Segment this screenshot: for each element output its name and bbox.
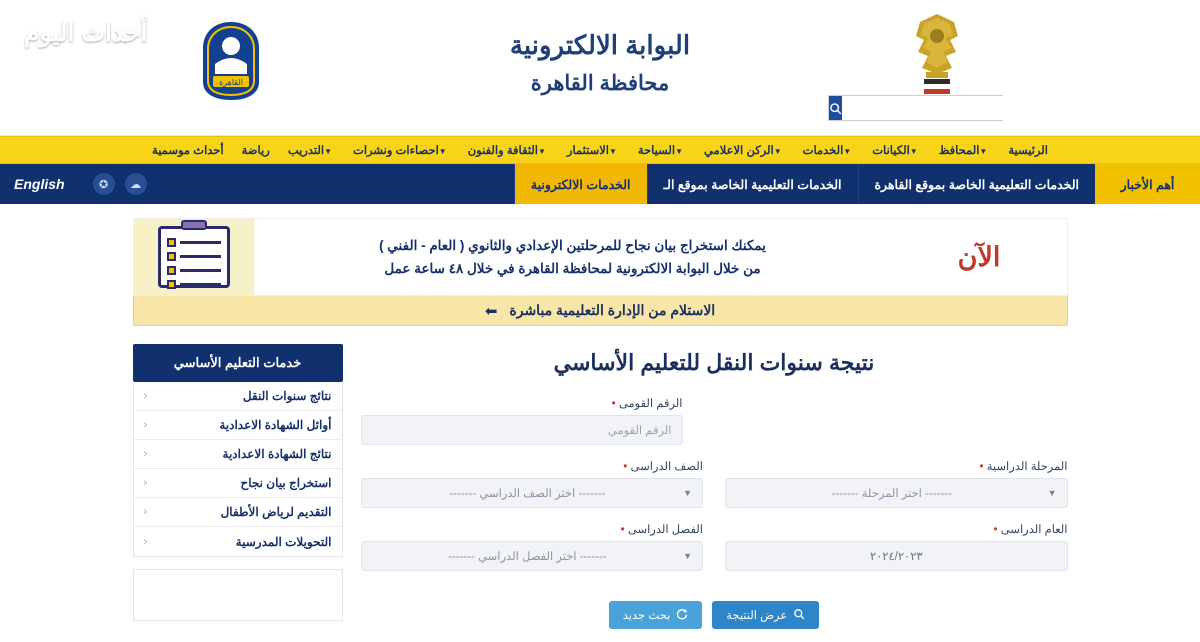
required-marker: • xyxy=(993,524,1001,536)
search-bar[interactable] xyxy=(828,95,1003,121)
menu-item-4[interactable] xyxy=(695,143,794,157)
transfer-result-form xyxy=(361,396,1068,629)
menu-item-label: احصاءات ونشرات xyxy=(353,145,439,157)
required-marker: • xyxy=(611,398,619,410)
chevron-down-icon: ▼ xyxy=(1047,488,1057,498)
language-toggle-english[interactable]: English xyxy=(14,176,65,192)
show-result-label: عرض النتيجة xyxy=(726,610,788,622)
academic-year-value: ٢٠٢٤/٢٠٢٣ xyxy=(869,551,923,563)
label-stage xyxy=(725,459,1068,473)
sidebar-secondary-panel xyxy=(133,569,343,621)
search-icon[interactable] xyxy=(829,96,842,120)
chevron-down-icon: ▼ xyxy=(608,147,617,156)
menu-item-0[interactable] xyxy=(999,143,1057,157)
site-header xyxy=(0,0,1200,136)
egypt-eagle-emblem-icon xyxy=(906,10,968,96)
field-academic-year xyxy=(725,522,1068,571)
sidebar xyxy=(133,344,343,629)
sidebar-item-success-statement[interactable] xyxy=(134,469,342,498)
label-text: الرقم القومى xyxy=(618,398,683,410)
cairo-governorate-logo-icon xyxy=(195,20,267,102)
banner-text xyxy=(254,219,892,295)
label-grade xyxy=(361,459,704,473)
menu-item-1[interactable] xyxy=(930,143,1000,157)
search-input[interactable] xyxy=(842,96,1009,120)
sidebar-heading: خدمات التعليم الأساسي xyxy=(133,344,343,382)
grade-select[interactable] xyxy=(361,478,704,508)
nav-top-news-button[interactable]: أهم الأخبار xyxy=(1095,164,1200,204)
menu-item-6[interactable] xyxy=(558,143,629,157)
page-body xyxy=(0,218,1200,642)
banner-line-2: من خلال البوابة الالكترونية لمحافظة القاهرة في خلال ٤٨ ساعة عمل xyxy=(384,260,761,276)
national-id-input[interactable] xyxy=(361,415,683,445)
label-term xyxy=(361,522,704,536)
nav-icon-group xyxy=(79,164,161,204)
site-title xyxy=(470,30,730,96)
academic-year-input[interactable] xyxy=(725,541,1068,571)
chevron-down-icon: ▼ xyxy=(538,147,546,156)
main-menu-bar xyxy=(0,136,1200,164)
cloud-icon[interactable]: ☁ xyxy=(125,173,147,195)
chevron-down-icon: ▼ xyxy=(979,147,988,156)
chevron-down-icon: ▼ xyxy=(438,147,447,156)
chevron-left-icon: ‹ xyxy=(143,390,148,402)
menu-item-3[interactable] xyxy=(794,143,864,157)
required-marker: • xyxy=(620,524,628,536)
menu-item-2[interactable] xyxy=(863,143,929,157)
chevron-down-icon: ▼ xyxy=(843,147,852,156)
site-title-line1: البوابة الالكترونية xyxy=(509,30,691,60)
chevron-down-icon: ▼ xyxy=(675,147,684,156)
page-title: نتيجة سنوات النقل للتعليم الأساسي xyxy=(553,350,875,375)
label-academic-year xyxy=(725,522,1068,536)
menu-item-label: الرئيسية xyxy=(1008,145,1048,157)
refresh-icon xyxy=(676,608,688,623)
required-marker: • xyxy=(623,461,631,473)
nav-spacer xyxy=(161,164,514,204)
term-select[interactable] xyxy=(361,541,704,571)
form-buttons xyxy=(361,601,1068,629)
chevron-down-icon: ▼ xyxy=(773,147,782,156)
chevron-down-icon: ▼ xyxy=(324,147,332,156)
label-text: الصف الدراسى xyxy=(630,461,703,473)
secondary-nav-bar xyxy=(0,164,1200,204)
menu-item-5[interactable] xyxy=(629,143,695,157)
content-container xyxy=(133,218,1068,629)
form-column xyxy=(361,344,1068,629)
label-text: العام الدراسى xyxy=(1000,524,1068,536)
label-text: المرحلة الدراسية xyxy=(986,461,1068,473)
form-row-grade-stage xyxy=(361,459,1068,508)
new-search-button[interactable] xyxy=(609,601,703,629)
sidebar-item-school-transfers[interactable] xyxy=(134,527,342,556)
arrow-left-icon: ⬅ xyxy=(484,302,498,320)
sidebar-item-kindergarten-application[interactable] xyxy=(134,498,342,527)
menu-item-label: الثقافة والفنون xyxy=(467,145,538,157)
grade-selected-value: ------- اختر الصف الدراسي ------- xyxy=(449,488,606,500)
menu-item-label: الكيانات xyxy=(872,145,910,157)
required-marker: • xyxy=(979,461,987,473)
chevron-left-icon: ‹ xyxy=(143,535,148,548)
svg-text:القاهرة: القاهرة xyxy=(219,78,243,87)
settings-icon[interactable]: ✪ xyxy=(93,173,115,195)
term-selected-value: ------- اختر الفصل الدراسي ------- xyxy=(448,551,607,563)
label-national-id xyxy=(361,396,683,410)
form-row-national-id xyxy=(361,396,1068,445)
show-result-button[interactable] xyxy=(712,601,819,629)
banner-line-1: يمكنك استخراج بيان نجاح للمرحلتين الإعدادي والثانوي ( العام - الفني ) xyxy=(379,237,766,253)
sidebar-item-transfer-results[interactable] xyxy=(134,382,342,411)
menu-item-8[interactable] xyxy=(344,143,459,157)
news-brand-watermark: أحداث اليوم xyxy=(24,19,148,47)
field-national-id xyxy=(361,396,683,445)
sidebar-list xyxy=(133,382,343,557)
chevron-left-icon: ‹ xyxy=(143,506,148,518)
nav-cell-cairo-education-services[interactable]: الخدمات التعليمية الخاصة بموقع القاهرة xyxy=(858,164,1096,204)
sidebar-item-preparatory-results[interactable] xyxy=(134,440,342,469)
menu-item-11[interactable] xyxy=(143,143,233,157)
chevron-left-icon: ‹ xyxy=(143,448,148,460)
sidebar-item-label: التحويلات المدرسية xyxy=(235,534,332,549)
chevron-down-icon: ▼ xyxy=(683,488,692,498)
form-row-year-term xyxy=(361,522,1068,571)
sidebar-item-label: نتائج الشهادة الاعدادية xyxy=(222,447,332,461)
menu-item-label: رياضة xyxy=(241,145,270,157)
menu-item-label: الاستثمار xyxy=(566,145,609,157)
menu-item-9[interactable] xyxy=(279,143,344,157)
sidebar-item-label: التقديم لرياض الأطفال xyxy=(220,505,332,519)
sidebar-item-label: أوائل الشهادة الاعدادية xyxy=(219,418,332,432)
field-term xyxy=(361,522,704,571)
label-text: الفصل الدراسى xyxy=(627,524,703,536)
announcement-banner xyxy=(133,218,1068,296)
stage-select[interactable] xyxy=(725,478,1068,508)
menu-item-label: الخدمات xyxy=(802,145,844,157)
banner-strip-text: الاستلام من الإدارة التعليمية مباشرة xyxy=(509,302,716,318)
menu-item-label: التدريب xyxy=(287,145,325,157)
nav-cell-education-services-site[interactable]: الخدمات التعليمية الخاصة بموقع الـ xyxy=(647,164,858,204)
national-id-placeholder: الرقم القومي xyxy=(607,425,672,437)
menu-item-7[interactable] xyxy=(459,143,558,157)
chevron-down-icon: ▼ xyxy=(909,147,918,156)
chevron-left-icon: ‹ xyxy=(143,477,148,489)
banner-now-label: الآن xyxy=(957,241,1001,272)
menu-item-label: المحافظ xyxy=(938,145,980,157)
site-title-line2: محافظة القاهرة xyxy=(530,72,670,95)
sidebar-item-label: نتائج سنوات النقل xyxy=(242,389,332,403)
menu-item-label: أحداث موسمية xyxy=(152,145,224,157)
field-grade xyxy=(361,459,704,508)
menu-item-label: السياحة xyxy=(637,145,676,157)
menu-item-10[interactable] xyxy=(233,143,279,157)
banner-strip xyxy=(133,296,1068,326)
new-search-label: بحث جديد xyxy=(622,610,671,622)
menu-item-label: الركن الاعلامي xyxy=(704,145,774,157)
clipboard-checklist-icon xyxy=(134,219,254,295)
main-columns xyxy=(133,344,1068,629)
chevron-left-icon: ‹ xyxy=(143,419,148,431)
sidebar-item-top-preparatory[interactable] xyxy=(134,411,342,440)
stage-selected-value: ------- اختر المرحلة ------- xyxy=(831,488,952,500)
search-icon xyxy=(793,608,805,623)
field-stage xyxy=(725,459,1068,508)
nav-cell-electronic-services[interactable]: الخدمات الالكترونية xyxy=(514,164,647,204)
sidebar-item-label: استخراج بيان نجاح xyxy=(240,476,332,490)
chevron-down-icon: ▼ xyxy=(683,551,692,561)
